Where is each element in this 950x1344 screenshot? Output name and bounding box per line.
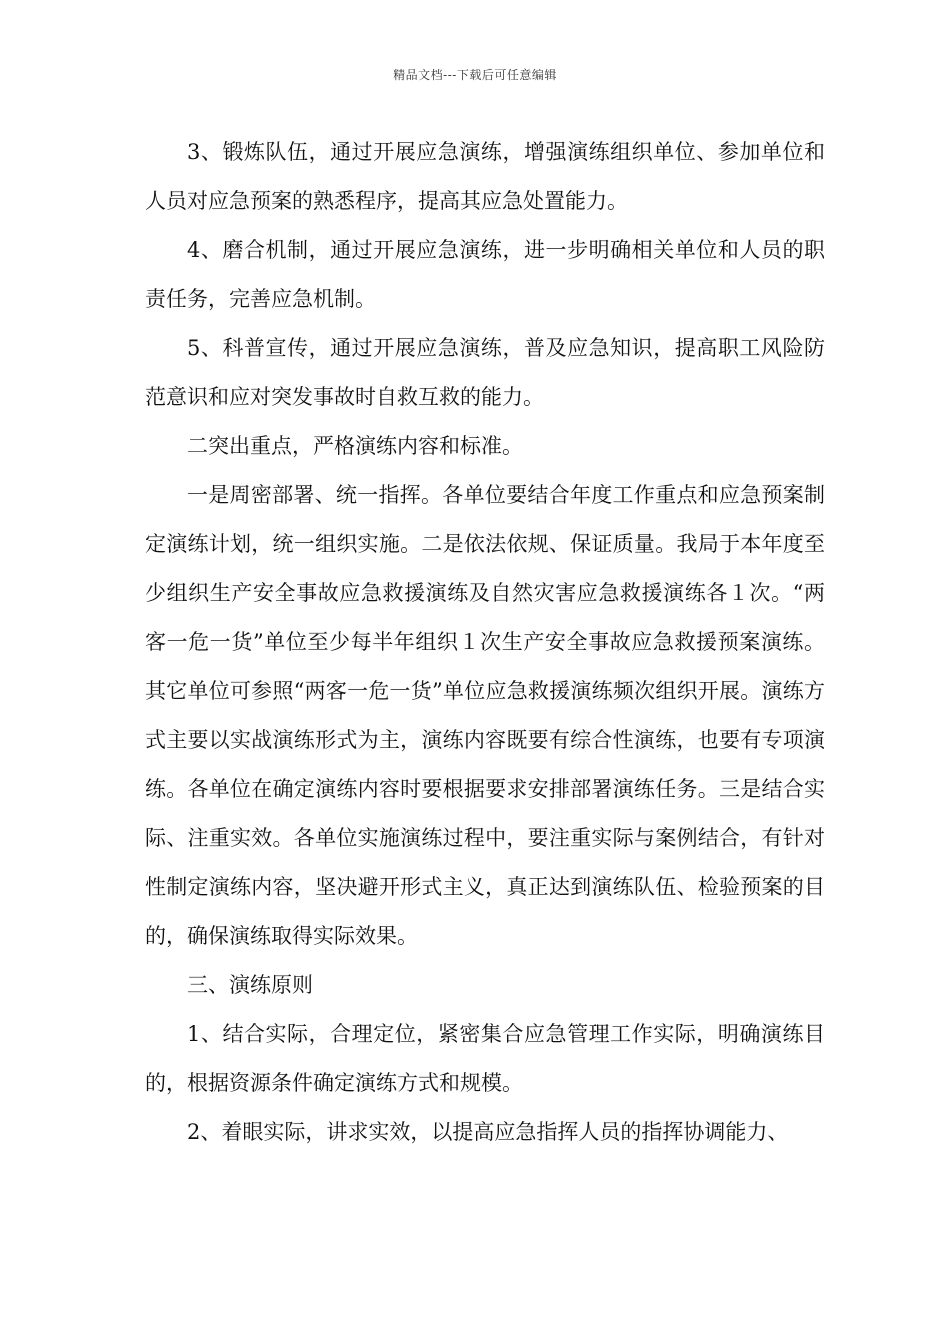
page-header: 精品文档---下载后可任意编辑 — [393, 68, 557, 82]
paragraph-item-3-training: 3、锻炼队伍，通过开展应急演练，增强演练组织单位、参加单位和人员对应急预案的熟悉程序，提高其应急处置能力。 — [145, 140, 825, 213]
paragraph-item-5-publicity: 5、科普宣传，通过开展应急演练，普及应急知识，提高职工风险防范意识和应对突发事故时自救互救的能力。 — [145, 336, 825, 409]
document-body — [145, 128, 825, 1157]
section-heading-principles: 三、演练原则 — [187, 973, 313, 997]
paragraph-principle-1: 1、结合实际，合理定位，紧密集合应急管理工作实际，明确演练目的，根据资源条件确定演练方式和规模。 — [145, 1022, 825, 1095]
paragraph-item-4-mechanism: 4、磨合机制，通过开展应急演练，进一步明确相关单位和人员的职责任务，完善应急机制。 — [145, 238, 825, 311]
paragraph-principle-2: 2、着眼实际，讲求实效，以提高应急指挥人员的指挥协调能力、 — [187, 1120, 789, 1144]
paragraph-deployment-details: 一是周密部署、统一指挥。各单位要结合年度工作重点和应急预案制定演练计划，统一组织实施。二是依法依规、保证质量。我局于本年度至少组织生产安全事故应急救援演练及自然灾害应急救援演练各１次。“两客一危一货”单位至少每半年组织１次生产安全事故应急救援预案演练。其它单位可参照“两客一危一货”单位应急救援演练频次组织开展。演练方式主要以实战演练形式为主，演练内容既要有综合性演练，也要有专项演练。各单位在确定演练内容时要根据要求安排部署演练任务。三是结合实际、注重实效。各单位实施演练过程中，要注重实际与案例结合，有针对性制定演练内容，坚决避开形式主义，真正达到演练队伍、检验预案的目的，确保演练取得实际效果。 — [145, 483, 825, 948]
section-heading-key-points: 二突出重点，严格演练内容和标准。 — [187, 434, 523, 458]
